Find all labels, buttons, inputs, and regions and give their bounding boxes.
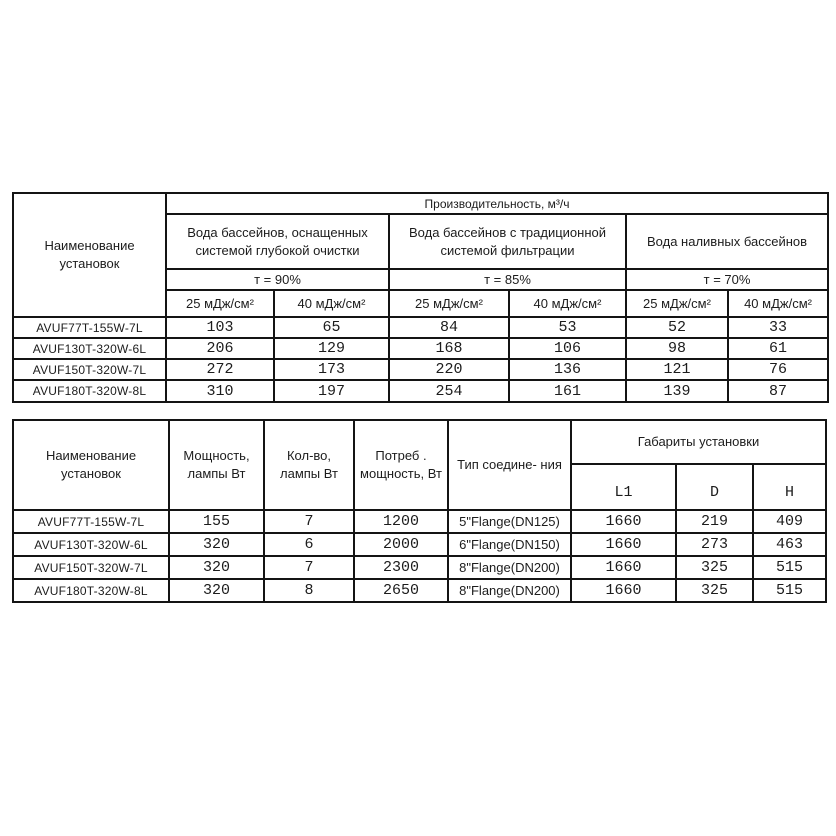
t1-name-header: Наименование установок — [13, 193, 166, 317]
t1-productivity-header: Производительность, м³/ч — [166, 193, 828, 214]
qty-cell: 6 — [264, 533, 354, 556]
t2-dimensions-header: Габариты установки — [571, 420, 826, 464]
value-cell: 173 — [274, 359, 389, 380]
value-cell: 161 — [509, 380, 626, 402]
t2-qty-header: Кол-во, лампы Вт — [264, 420, 354, 510]
model-cell: AVUF150T-320W-7L — [13, 359, 166, 380]
table-row — [13, 338, 828, 359]
d-cell: 325 — [676, 579, 753, 602]
value-cell: 254 — [389, 380, 509, 402]
t1-dose-header: 40 мДж/см² — [728, 290, 828, 317]
table-row — [13, 556, 826, 579]
consumed-cell: 1200 — [354, 510, 448, 533]
consumed-cell: 2000 — [354, 533, 448, 556]
t2-power-header: Мощность, лампы Вт — [169, 420, 264, 510]
specifications-table — [12, 419, 827, 603]
value-cell: 61 — [728, 338, 828, 359]
value-cell: 65 — [274, 317, 389, 338]
connection-cell: 5"Flange(DN125) — [448, 510, 571, 533]
value-cell: 168 — [389, 338, 509, 359]
value-cell: 103 — [166, 317, 274, 338]
value-cell: 139 — [626, 380, 728, 402]
t1-group-fill-pools: Вода наливных бассейнов — [626, 214, 828, 269]
value-cell: 98 — [626, 338, 728, 359]
model-cell: AVUF77T-155W-7L — [13, 317, 166, 338]
model-cell: AVUF130T-320W-6L — [13, 533, 169, 556]
power-cell: 320 — [169, 556, 264, 579]
t1-tau-90: т = 90% — [166, 269, 389, 290]
connection-cell: 6"Flange(DN150) — [448, 533, 571, 556]
t1-dose-header: 25 мДж/см² — [626, 290, 728, 317]
model-cell: AVUF150T-320W-7L — [13, 556, 169, 579]
qty-cell: 8 — [264, 579, 354, 602]
model-cell: AVUF77T-155W-7L — [13, 510, 169, 533]
table-row — [13, 380, 828, 402]
d-cell: 325 — [676, 556, 753, 579]
t1-group-deep-cleaning: Вода бассейнов, оснащенных системой глубокой очистки — [166, 214, 389, 269]
model-cell: AVUF180T-320W-8L — [13, 579, 169, 602]
h-cell: 463 — [753, 533, 826, 556]
connection-cell: 8"Flange(DN200) — [448, 556, 571, 579]
t1-dose-header: 25 мДж/см² — [166, 290, 274, 317]
l1-cell: 1660 — [571, 556, 676, 579]
qty-cell: 7 — [264, 556, 354, 579]
t2-consumed-power-header: Потреб . мощность, Вт — [354, 420, 448, 510]
value-cell: 87 — [728, 380, 828, 402]
value-cell: 106 — [509, 338, 626, 359]
value-cell: 310 — [166, 380, 274, 402]
value-cell: 136 — [509, 359, 626, 380]
value-cell: 129 — [274, 338, 389, 359]
consumed-cell: 2300 — [354, 556, 448, 579]
value-cell: 33 — [728, 317, 828, 338]
value-cell: 121 — [626, 359, 728, 380]
value-cell: 84 — [389, 317, 509, 338]
t1-tau-85: т = 85% — [389, 269, 626, 290]
table-row — [13, 579, 826, 602]
l1-cell: 1660 — [571, 533, 676, 556]
value-cell: 206 — [166, 338, 274, 359]
t2-name-header: Наименование установок — [13, 420, 169, 510]
model-cell: AVUF130T-320W-6L — [13, 338, 166, 359]
value-cell: 52 — [626, 317, 728, 338]
t2-dim-d-header: D — [676, 464, 753, 510]
value-cell: 76 — [728, 359, 828, 380]
value-cell: 272 — [166, 359, 274, 380]
d-cell: 273 — [676, 533, 753, 556]
table-row — [13, 533, 826, 556]
model-cell: AVUF180T-320W-8L — [13, 380, 166, 402]
t1-tau-70: т = 70% — [626, 269, 828, 290]
value-cell: 53 — [509, 317, 626, 338]
value-cell: 220 — [389, 359, 509, 380]
performance-table — [12, 192, 829, 403]
t1-dose-header: 25 мДж/см² — [389, 290, 509, 317]
l1-cell: 1660 — [571, 510, 676, 533]
table-row — [13, 359, 828, 380]
l1-cell: 1660 — [571, 579, 676, 602]
t1-dose-header: 40 мДж/см² — [509, 290, 626, 317]
power-cell: 320 — [169, 579, 264, 602]
t2-connection-type-header: Тип соедине- ния — [448, 420, 571, 510]
power-cell: 155 — [169, 510, 264, 533]
t1-dose-header: 40 мДж/см² — [274, 290, 389, 317]
d-cell: 219 — [676, 510, 753, 533]
t2-dim-h-header: H — [753, 464, 826, 510]
value-cell: 197 — [274, 380, 389, 402]
t1-group-traditional-filtration: Вода бассейнов с традиционной системой фильтрации — [389, 214, 626, 269]
power-cell: 320 — [169, 533, 264, 556]
table-row — [13, 317, 828, 338]
consumed-cell: 2650 — [354, 579, 448, 602]
h-cell: 515 — [753, 579, 826, 602]
qty-cell: 7 — [264, 510, 354, 533]
h-cell: 515 — [753, 556, 826, 579]
h-cell: 409 — [753, 510, 826, 533]
t2-dim-l1-header: L1 — [571, 464, 676, 510]
table-row — [13, 510, 826, 533]
connection-cell: 8"Flange(DN200) — [448, 579, 571, 602]
